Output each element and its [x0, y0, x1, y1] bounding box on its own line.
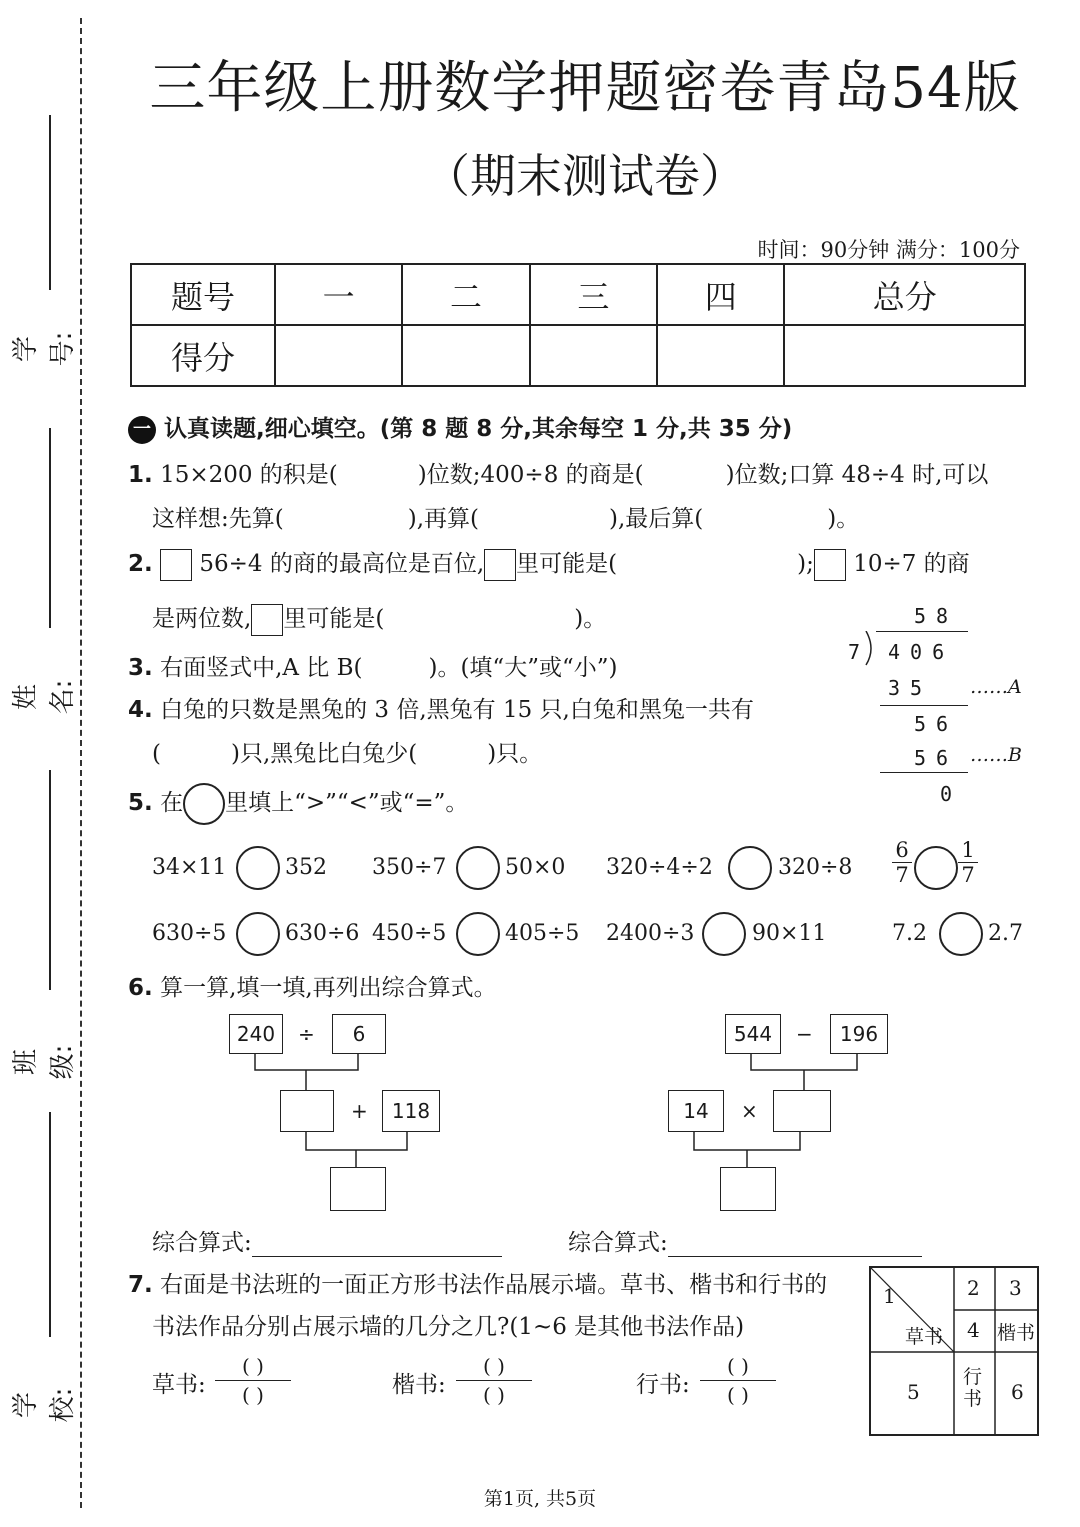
- question-text: 56÷4 的商的最高位是百位,: [199, 551, 485, 577]
- formula-left: [152, 1224, 502, 1257]
- tree-operator: −: [796, 1022, 813, 1046]
- question-7-line-1: [128, 1266, 827, 1299]
- grid-cell-1: 1: [883, 1284, 896, 1308]
- question-text: )位数;口算 48÷4 时,可以: [725, 462, 989, 488]
- page-subtitle: （期末测试卷）: [424, 149, 746, 203]
- division-step-2: 56: [914, 712, 959, 736]
- question-number: 1.: [128, 462, 153, 488]
- exam-meta: 时间：90分钟 满分：100分: [757, 238, 1020, 262]
- answer-kai-fraction[interactable]: [456, 1352, 532, 1409]
- formula-blank[interactable]: [252, 1232, 502, 1257]
- compare-right: 2.7: [988, 921, 1023, 946]
- compare-right: 50×0: [505, 855, 566, 880]
- compare-left: 320÷4÷2: [606, 855, 713, 880]
- question-text: )。(填“大”或“小”): [428, 655, 618, 681]
- question-text: ),最后算(: [609, 506, 704, 532]
- score-cell-header: 一: [275, 264, 402, 325]
- question-text: 里可能是(: [283, 606, 385, 632]
- score-cell-label: 题号: [131, 264, 275, 325]
- question-text: 里可能是(: [516, 551, 618, 577]
- question-number: 6.: [128, 975, 153, 1001]
- score-cell-header: 三: [530, 264, 657, 325]
- division-dividend: 406: [888, 640, 955, 664]
- question-text: )位数;400÷8 的商是(: [417, 462, 644, 488]
- division-divisor: 7: [848, 640, 871, 664]
- fraction-numerator: 1: [961, 838, 975, 862]
- question-text: )。: [827, 506, 860, 532]
- fraction-blank[interactable]: ( ): [215, 1380, 291, 1409]
- grid-cell-xing: [963, 1366, 982, 1410]
- question-text: 里填上“>”“<”或“=”。: [225, 790, 469, 816]
- fraction-blank[interactable]: ( ): [483, 1354, 505, 1378]
- division-quotient: 58: [914, 604, 959, 628]
- division-step-1: 35: [888, 676, 933, 700]
- tree-operator: ×: [741, 1099, 758, 1123]
- grid-cell-5: 5: [907, 1380, 920, 1404]
- question-text: 10÷7 的商: [853, 551, 970, 577]
- tree-number-box: 118: [382, 1090, 440, 1132]
- section-number-badge: 一: [128, 416, 156, 444]
- tree-answer-box[interactable]: [280, 1090, 334, 1132]
- compare-right: 630÷6: [285, 921, 360, 946]
- compare-right: 320÷8: [778, 855, 853, 880]
- answer-cao-label: 草书:: [152, 1372, 206, 1398]
- compare-left: 630÷5: [152, 921, 227, 946]
- question-text: 这样想:先算(: [152, 506, 284, 532]
- tree-number-box: 544: [725, 1014, 781, 1054]
- question-text: 是两位数,: [152, 606, 252, 632]
- fraction-blank[interactable]: ( ): [456, 1380, 532, 1409]
- grid-cell-4: 4: [967, 1318, 980, 1342]
- compare-left: 450÷5: [372, 921, 447, 946]
- grid-cell-xing-1: 行: [963, 1366, 983, 1388]
- division-label-b: ……B: [970, 744, 1022, 766]
- grid-cell-6: 6: [1011, 1380, 1024, 1404]
- answer-xing-fraction[interactable]: [700, 1352, 776, 1409]
- name-label: 姓名:: [11, 679, 78, 715]
- fraction-blank[interactable]: ( ): [727, 1354, 749, 1378]
- answer-cao-fraction[interactable]: [215, 1352, 291, 1409]
- question-text: 右面是书法班的一面正方形书法作品展示墙。草书、楷书和行书的: [160, 1272, 828, 1298]
- compare-right: 405÷5: [505, 921, 580, 946]
- compare-left: 2400÷3: [606, 921, 695, 946]
- page-title: 三年级上册数学押题密卷青岛54版: [149, 56, 1021, 121]
- formula-label: 综合算式:: [152, 1230, 252, 1256]
- question-text: 在: [160, 790, 184, 816]
- question-text: )只,黑兔比白兔少(: [230, 741, 418, 767]
- question-text: 15×200 的积是(: [160, 462, 338, 488]
- tree-number-box: 14: [668, 1090, 724, 1132]
- question-text: )。: [574, 606, 607, 632]
- division-remainder: 0: [940, 782, 963, 806]
- question-number: 5.: [128, 790, 153, 816]
- formula-label: 综合算式:: [568, 1230, 668, 1256]
- tree-answer-box[interactable]: [720, 1167, 776, 1211]
- score-cell-header: 二: [402, 264, 529, 325]
- page-footer: 第1页, 共5页: [483, 1488, 597, 1510]
- question-number: 4.: [128, 697, 153, 723]
- score-cell-header: 四: [657, 264, 784, 325]
- fraction-denominator: 7: [892, 862, 912, 887]
- tree-answer-box[interactable]: [773, 1090, 831, 1132]
- compare-right: 90×11: [752, 921, 827, 946]
- compare-left: 7.2: [892, 921, 927, 946]
- tree-answer-box[interactable]: [330, 1167, 386, 1211]
- score-cell-header: 总分: [784, 264, 1025, 325]
- question-text: (: [152, 741, 161, 767]
- question-text: );: [797, 551, 814, 577]
- question-number: 2.: [128, 551, 153, 577]
- grid-cell-xing-2: 书: [963, 1388, 983, 1410]
- fraction-blank[interactable]: ( ): [242, 1354, 264, 1378]
- student-id-label: 学号:: [11, 331, 78, 367]
- fraction-blank[interactable]: ( ): [700, 1380, 776, 1409]
- formula-right: [568, 1224, 922, 1257]
- question-text: )只。: [487, 741, 543, 767]
- section-heading-text: 认真读题,细心填空。(第 8 题 8 分,其余每空 1 分,共 35 分): [164, 416, 793, 442]
- grid-cell-3: 3: [1009, 1276, 1022, 1300]
- question-7-line-2: [152, 1308, 744, 1341]
- answer-xing-label: 行书:: [636, 1372, 690, 1398]
- tree-number-box: 6: [332, 1014, 386, 1054]
- class-label: 班级:: [11, 1044, 78, 1080]
- division-label-a: ……A: [970, 676, 1022, 698]
- question-number: 3.: [128, 655, 153, 681]
- question-text: 白兔的只数是黑兔的 3 倍,黑兔有 15 只,白兔和黑兔一共有: [160, 697, 754, 723]
- division-step-3: 56: [914, 746, 959, 770]
- calligraphy-wall-grid: [869, 1266, 1039, 1436]
- question-text: 右面竖式中,A 比 B(: [160, 655, 363, 681]
- compare-left: 34×11: [152, 855, 227, 880]
- tree-operator: ÷: [298, 1022, 315, 1046]
- question-text: ),再算(: [407, 506, 479, 532]
- score-row-label: 得分: [131, 325, 275, 386]
- grid-cell-kai: 楷书: [997, 1322, 1036, 1344]
- answer-kai-label: 楷书:: [392, 1372, 446, 1398]
- grid-cell-cao: 草书: [905, 1326, 944, 1348]
- compare-left: 350÷7: [372, 855, 447, 880]
- fraction-numerator: 6: [895, 838, 909, 862]
- question-number: 7.: [128, 1272, 153, 1298]
- formula-blank[interactable]: [668, 1232, 922, 1257]
- tree-number-box: 240: [229, 1014, 283, 1054]
- school-label: 学校:: [11, 1387, 78, 1423]
- tree-number-box: 196: [830, 1014, 888, 1054]
- fraction-denominator: 7: [958, 862, 978, 887]
- grid-cell-2: 2: [967, 1276, 980, 1300]
- question-text: 书法作品分别占展示墙的几分之几?(1~6 是其他书法作品): [152, 1314, 745, 1340]
- tree-operator: +: [351, 1099, 368, 1123]
- question-text: 算一算,填一填,再列出综合算式。: [160, 975, 497, 1001]
- compare-right: 352: [285, 855, 327, 880]
